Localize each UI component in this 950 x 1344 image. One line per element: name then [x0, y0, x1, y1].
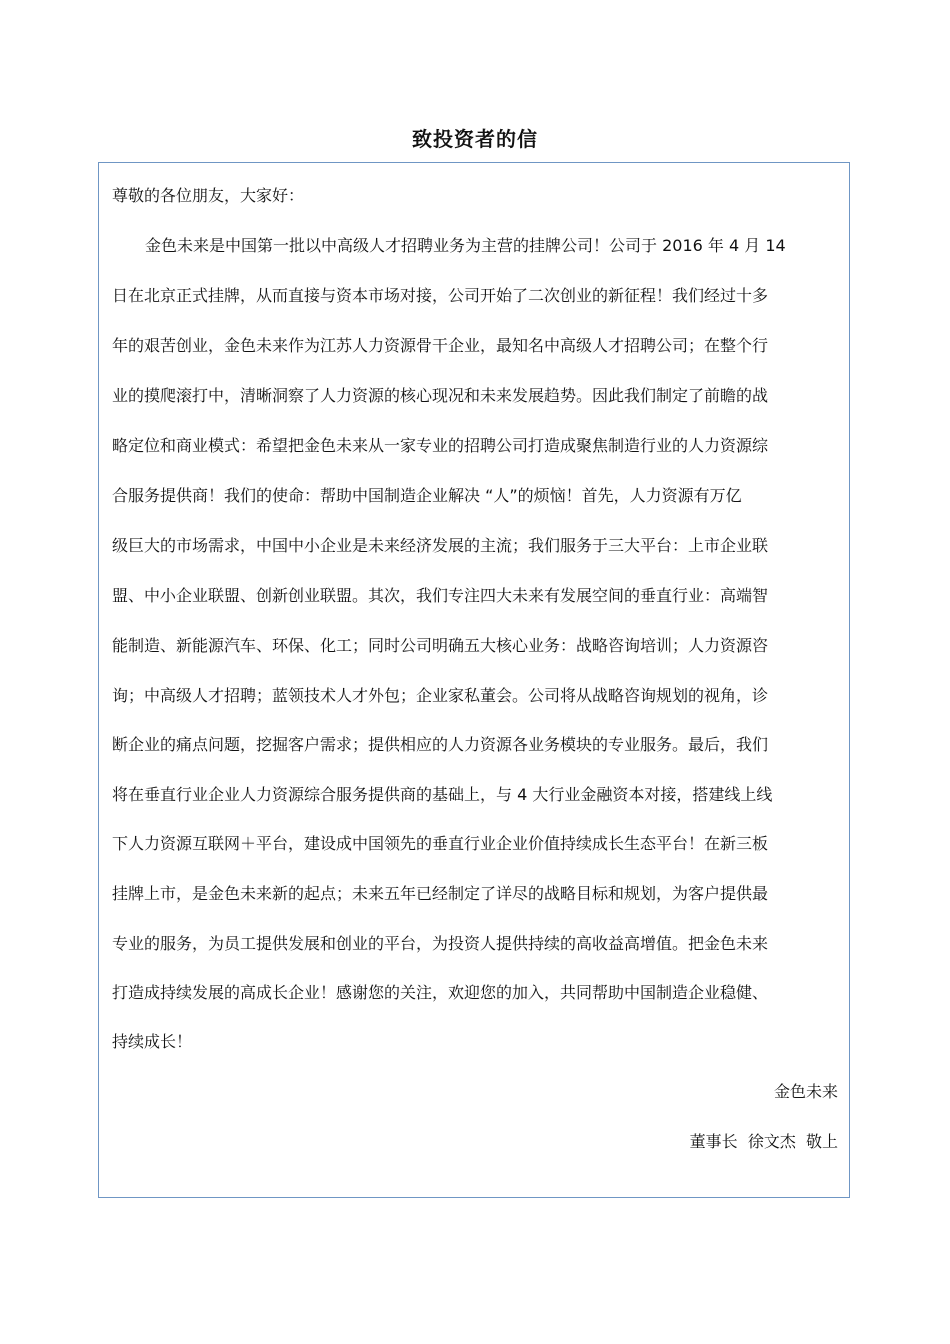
body-line: 持续成长！ — [112, 1032, 193, 1051]
body-line: 合服务提供商！我们的使命：帮助中国制造企业解决 “人”的烦恼！首先，人力资源有万亿 — [112, 486, 742, 505]
body-line: 能制造、新能源汽车、环保、化工；同时公司明确五大核心业务：战略咨询培训；人力资源咨 — [112, 636, 769, 655]
body-line: 业的摸爬滚打中，清晰洞察了人力资源的核心现况和未来发展趋势。因此我们制定了前瞻的战 — [112, 386, 769, 405]
body-line: 盟、中小企业联盟、创新创业联盟。其次，我们专注四大未来有发展空间的垂直行业：高端智 — [112, 586, 769, 605]
body-line: 级巨大的市场需求，中国中小企业是未来经济发展的主流；我们服务于三大平台：上市企业联 — [112, 536, 769, 555]
body-line: 下人力资源互联网＋平台，建设成中国领先的垂直行业企业价值持续成长生态平台！在新三板 — [112, 834, 769, 853]
body-line: 询；中高级人才招聘；蓝领技术人才外包；企业家私董会。公司将从战略咨询规划的视角，诊 — [112, 686, 769, 705]
body-line: 金色未来是中国第一批以中高级人才招聘业务为主营的挂牌公司！公司于 2016 年 4 月 14 — [145, 236, 786, 255]
signature-person: 董事长 徐文杰 敬上 — [689, 1132, 838, 1151]
body-line: 专业的服务，为员工提供发展和创业的平台，为投资人提供持续的高收益高增值。把金色未来 — [112, 934, 769, 953]
body-line: 断企业的痛点问题，挖掘客户需求；提供相应的人力资源各业务模块的专业服务。最后，我们 — [112, 735, 769, 754]
letter-title: 致投资者的信 — [412, 127, 538, 151]
body-line: 将在垂直行业企业人力资源综合服务提供商的基础上，与 4 大行业金融资本对接，搭建线上线 — [112, 785, 773, 804]
body-line: 年的艰苦创业，金色未来作为江苏人力资源骨干企业，最知名中高级人才招聘公司；在整个行 — [112, 336, 769, 355]
signature-company: 金色未来 — [773, 1082, 838, 1101]
body-line: 挂牌上市，是金色未来新的起点；未来五年已经制定了详尽的战略目标和规划，为客户提供最 — [112, 884, 769, 903]
body-line: 略定位和商业模式：希望把金色未来从一家专业的招聘公司打造成聚焦制造行业的人力资源综 — [112, 436, 769, 455]
letter-greeting: 尊敬的各位朋友，大家好： — [112, 186, 305, 205]
body-line: 日在北京正式挂牌，从而直接与资本市场对接，公司开始了二次创业的新征程！我们经过十多 — [112, 286, 769, 305]
body-line: 打造成持续发展的高成长企业！感谢您的关注，欢迎您的加入，共同帮助中国制造企业稳健、 — [112, 983, 769, 1002]
